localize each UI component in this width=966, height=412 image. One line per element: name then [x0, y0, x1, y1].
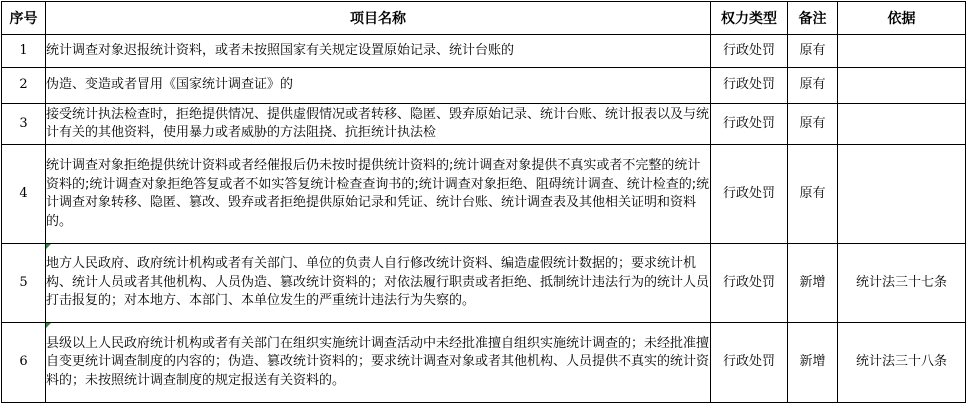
- header-power-type: 权力类型: [711, 2, 788, 35]
- row-power-type: 行政处罚: [711, 104, 788, 145]
- header-serial-number: 序号: [2, 2, 46, 35]
- row-item-name: [46, 244, 711, 323]
- administrative-penalty-table: [1, 1, 966, 403]
- row-power-type: 行政处罚: [711, 244, 788, 323]
- row-item-name-text: 接受统计执法检查时，拒绝提供情况、提供虚假情况或者转移、隐匿、毁弃原始记录、统计台账、统计报表以及与统计有关的其他资料，使用暴力或者威胁的方法阻挠、抗拒统计执法检: [46, 106, 710, 140]
- row-legal-basis: 统计法三十八条: [838, 323, 966, 403]
- row-remark: 原有: [788, 145, 838, 244]
- row-item-name: [46, 104, 711, 145]
- header-remarks: 备注: [788, 2, 838, 35]
- row-serial-number: 1: [2, 35, 46, 68]
- row-item-name-text: 统计调查对象拒绝提供统计资料或者经催报后仍未按时提供统计资料的;统计调查对象提供不真实或者不完整的统计资料的;统计调查对象拒绝答复或者不如实答复统计检查查询书的;统计调查对象拒绝、阻碍统计调查、统计检查的;统计调查对象转移、隐匿、篡改、毁弃或者拒绝提供原始记录和凭证、统计台账、统计调查表及其他相关证明和资料的。: [46, 158, 710, 229]
- cell-comment-marker-icon: [46, 244, 51, 249]
- row-power-type: 行政处罚: [711, 35, 788, 68]
- table-row: [2, 244, 966, 323]
- row-item-name-text: 统计调查对象迟报统计资料，或者未按照国家有关规定设置原始记录、统计台账的: [46, 42, 515, 58]
- row-serial-number: 2: [2, 68, 46, 104]
- table-row: [2, 35, 966, 68]
- row-remark: 原有: [788, 68, 838, 104]
- row-serial-number: 5: [2, 244, 46, 323]
- row-item-name: [46, 323, 711, 403]
- row-power-type: 行政处罚: [711, 68, 788, 104]
- row-legal-basis: [838, 35, 966, 68]
- row-remark: 原有: [788, 35, 838, 68]
- row-remark: 新增: [788, 323, 838, 403]
- row-item-name-text: 地方人民政府、政府统计机构或者有关部门、单位的负责人自行修改统计资料、编造虚假统计数据的；要求统计机构、统计人员或者其他机构、人员伪造、篡改统计资料的；对依法履行职责或者拒绝、抵制统计违法行为的统计人员打击报复的；对本地方、本部门、本单位发生的严重统计违法行为失察的。: [46, 256, 710, 309]
- table-row: [2, 68, 966, 104]
- row-serial-number: 6: [2, 323, 46, 403]
- table-row: [2, 104, 966, 145]
- row-remark: 原有: [788, 104, 838, 145]
- row-remark: 新增: [788, 244, 838, 323]
- header-item-name: 项目名称: [46, 2, 711, 35]
- row-item-name: [46, 68, 711, 104]
- row-power-type: 行政处罚: [711, 145, 788, 244]
- row-item-name-text: 县级以上人民政府统计机构或者有关部门在组织实施统计调查活动中未经批准擅自组织实施统计调查的；未经批准擅自变更统计调查制度的内容的；伪造、篡改统计资料的；要求统计调查对象或者其他机构、人员提供不真实的统计资料的；未按照统计调查制度的规定报送有关资料的。: [46, 335, 710, 388]
- row-legal-basis: [838, 104, 966, 145]
- row-item-name: [46, 35, 711, 68]
- row-legal-basis: 统计法三十七条: [838, 244, 966, 323]
- row-item-name: [46, 145, 711, 244]
- penalty-list-page: [0, 1, 966, 412]
- header-legal-basis: 依据: [838, 2, 966, 35]
- table-row: [2, 323, 966, 403]
- row-serial-number: 4: [2, 145, 46, 244]
- table-header-row: [2, 2, 966, 35]
- row-legal-basis: [838, 145, 966, 244]
- row-item-name-text: 伪造、变造或者冒用《国家统计调查证》的: [46, 77, 294, 93]
- row-serial-number: 3: [2, 104, 46, 145]
- row-power-type: 行政处罚: [711, 323, 788, 403]
- table-row: [2, 145, 966, 244]
- row-legal-basis: [838, 68, 966, 104]
- cell-comment-marker-icon: [46, 323, 51, 328]
